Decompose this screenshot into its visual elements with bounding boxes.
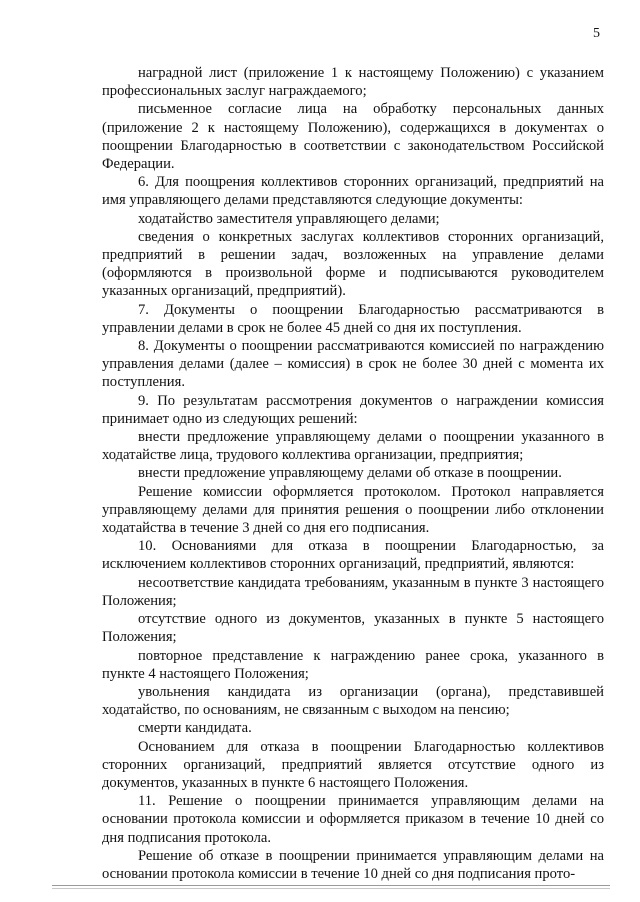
paragraph: внести предложение управляющему делами о поощрении указанного в ходатайстве лица, трудового коллектива организации, предприятия; (102, 429, 604, 464)
scan-edge-line (52, 888, 610, 889)
paragraph: Основанием для отказа в поощрении Благодарностью коллективов сторонних организаций, предприятий является отсутствие одного из документов, указанных в пункте 6 настоящего Положения. (102, 738, 604, 791)
page-number: 5 (593, 26, 600, 41)
scan-edge-line (52, 885, 610, 886)
paragraph: наградной лист (приложение 1 к настоящему Положению) с указанием профессиональных заслуг награждаемого; (102, 65, 604, 100)
paragraph: 7. Документы о поощрении Благодарностью рассматриваются в управлении делами в срок не более 45 дней со дня их поступления. (102, 301, 604, 336)
paragraph: 10. Основаниями для отказа в поощрении Благодарностью, за исключением коллективов сторонних организаций, предприятий, являются: (102, 538, 604, 573)
paragraph: отсутствие одного из документов, указанных в пункте 5 настоящего Положения; (102, 611, 604, 646)
paragraph: 11. Решение о поощрении принимается управляющим делами на основании протокола комиссии и оформляется приказом в течение 10 дней со дня подписания протокола. (102, 793, 604, 846)
paragraph: сведения о конкретных заслугах коллективов сторонних организаций, предприятий в решении задач, возложенных на управление делами (оформляются в произвольной форме и подписываются руководителем указанных организаций, предприятий). (102, 228, 604, 300)
paragraph: ходатайство заместителя управляющего делами; (138, 210, 440, 227)
paragraph: 8. Документы о поощрении рассматриваются комиссией по награждению управления делами (далее – комиссия) в срок не более 30 дней с момента их поступления. (102, 338, 604, 391)
paragraph: Решение об отказе в поощрении принимается управляющим делами на основании протокола комиссии в течение 10 дней со дня подписания прото- (102, 847, 604, 882)
paragraph: письменное согласие лица на обработку персональных данных (приложение 2 к настоящему Положению), содержащихся в документах о поощрении Благодарностью в соответствии с законодательством Российской Федерации. (102, 101, 604, 173)
paragraph: внести предложение управляющему делами об отказе в поощрении. (138, 465, 562, 482)
paragraph: 6. Для поощрения коллективов сторонних организаций, предприятий на имя управляющего делами представляются следующие документы: (102, 174, 604, 209)
paragraph: 9. По результатам рассмотрения документов о награждении комиссия принимает одно из следующих решений: (102, 392, 604, 427)
paragraph: увольнения кандидата из организации (органа), представившей ходатайство, по основаниям, не связанным с выходом на пенсию; (102, 683, 604, 719)
paragraph: несоответствие кандидата требованиям, указанным в пункте 3 настоящего Положения; (102, 574, 604, 609)
document-body (102, 64, 604, 883)
paragraph: смерти кандидата. (138, 720, 252, 737)
paragraph: Решение комиссии оформляется протоколом. Протокол направляется управляющему делами для принятия решения о поощрении либо отклонении ходатайства в течение 3 дней со дня его подписания. (102, 483, 604, 537)
paragraph: повторное представление к награждению ранее срока, указанного в пункте 4 настоящего Положения; (102, 647, 604, 682)
